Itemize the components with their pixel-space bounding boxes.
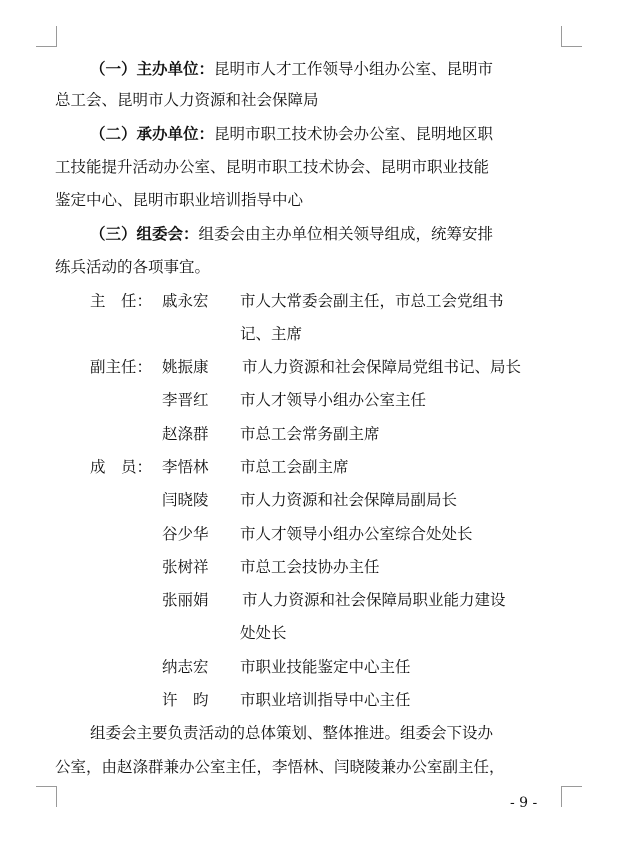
member-title-line2: 处处长 (240, 624, 287, 642)
member-name: 纳志宏 (162, 658, 209, 676)
deputy-name: 赵涤群 (162, 425, 209, 443)
closing-text-line1: 组委会主要负责活动的总体策划、整体推进。组委会下设办 (90, 724, 494, 742)
member-label: 成 员： (90, 458, 153, 476)
page-number: - 9 - (510, 795, 538, 811)
deputy-name: 姚振康 (162, 358, 209, 376)
member-name: 张树祥 (162, 558, 209, 576)
member-name: 张丽娟 (162, 591, 209, 609)
deputy-title: 市人才领导小组办公室主任 (240, 391, 427, 409)
member-name: 李悟林 (162, 458, 209, 476)
section2-line1 (90, 124, 493, 144)
director-label: 主 任： (90, 292, 153, 310)
section2-text2: 工技能提升活动办公室、昆明市职工技术协会、昆明市职业技能 (55, 158, 490, 176)
section1-text2: 总工会、昆明市人力资源和社会保障局 (55, 91, 319, 109)
deputy-title: 市总工会常务副主席 (240, 425, 380, 443)
section2-text3: 鉴定中心、昆明市职业培训指导中心 (55, 191, 304, 209)
deputy-title: 市人力资源和社会保障局党组书记、局长 (242, 358, 522, 376)
section2-text1: 昆明市职工技术协会办公室、昆明地区职 (214, 125, 494, 143)
deputy-label: 副主任： (90, 358, 153, 376)
member-title: 市总工会副主席 (240, 458, 349, 476)
crop-mark-bottom-right (561, 786, 582, 807)
section1-heading: （一）主办单位： (90, 59, 215, 78)
member-title: 市职业培训指导中心主任 (240, 691, 411, 709)
member-title: 市职业技能鉴定中心主任 (240, 658, 411, 676)
member-title: 市人力资源和社会保障局职业能力建设 (242, 591, 506, 609)
crop-mark-bottom-left (36, 786, 57, 807)
director-name: 戚永宏 (162, 292, 209, 310)
crop-mark-top-right (561, 26, 582, 47)
member-title: 市总工会技协办主任 (240, 558, 380, 576)
member-title: 市人才领导小组办公室综合处处长 (240, 525, 473, 543)
section3-line1 (90, 224, 493, 244)
crop-mark-top-left (36, 26, 57, 47)
section1-line1 (90, 59, 493, 79)
director-title-line2: 记、主席 (240, 325, 303, 343)
section3-text1: 组委会由主办单位相关领导组成，统筹安排 (198, 225, 494, 243)
director-title-line1: 市人大常委会副主任，市总工会党组书 (240, 292, 504, 310)
deputy-name: 李晋红 (162, 391, 209, 409)
member-name: 闫晓陵 (162, 491, 209, 509)
section3-text2: 练兵活动的各项事宜。 (55, 258, 211, 276)
member-name: 许 昀 (162, 691, 209, 709)
section2-heading: （二）承办单位： (90, 124, 215, 143)
section3-heading: （三）组委会： (90, 224, 199, 243)
closing-text-line2: 公室，由赵涤群兼办公室主任，李悟林、闫晓陵兼办公室副主任， (55, 758, 505, 776)
member-title: 市人力资源和社会保障局副局长 (240, 491, 458, 509)
section1-text1: 昆明市人才工作领导小组办公室、昆明市 (214, 60, 494, 78)
member-name: 谷少华 (162, 525, 209, 543)
